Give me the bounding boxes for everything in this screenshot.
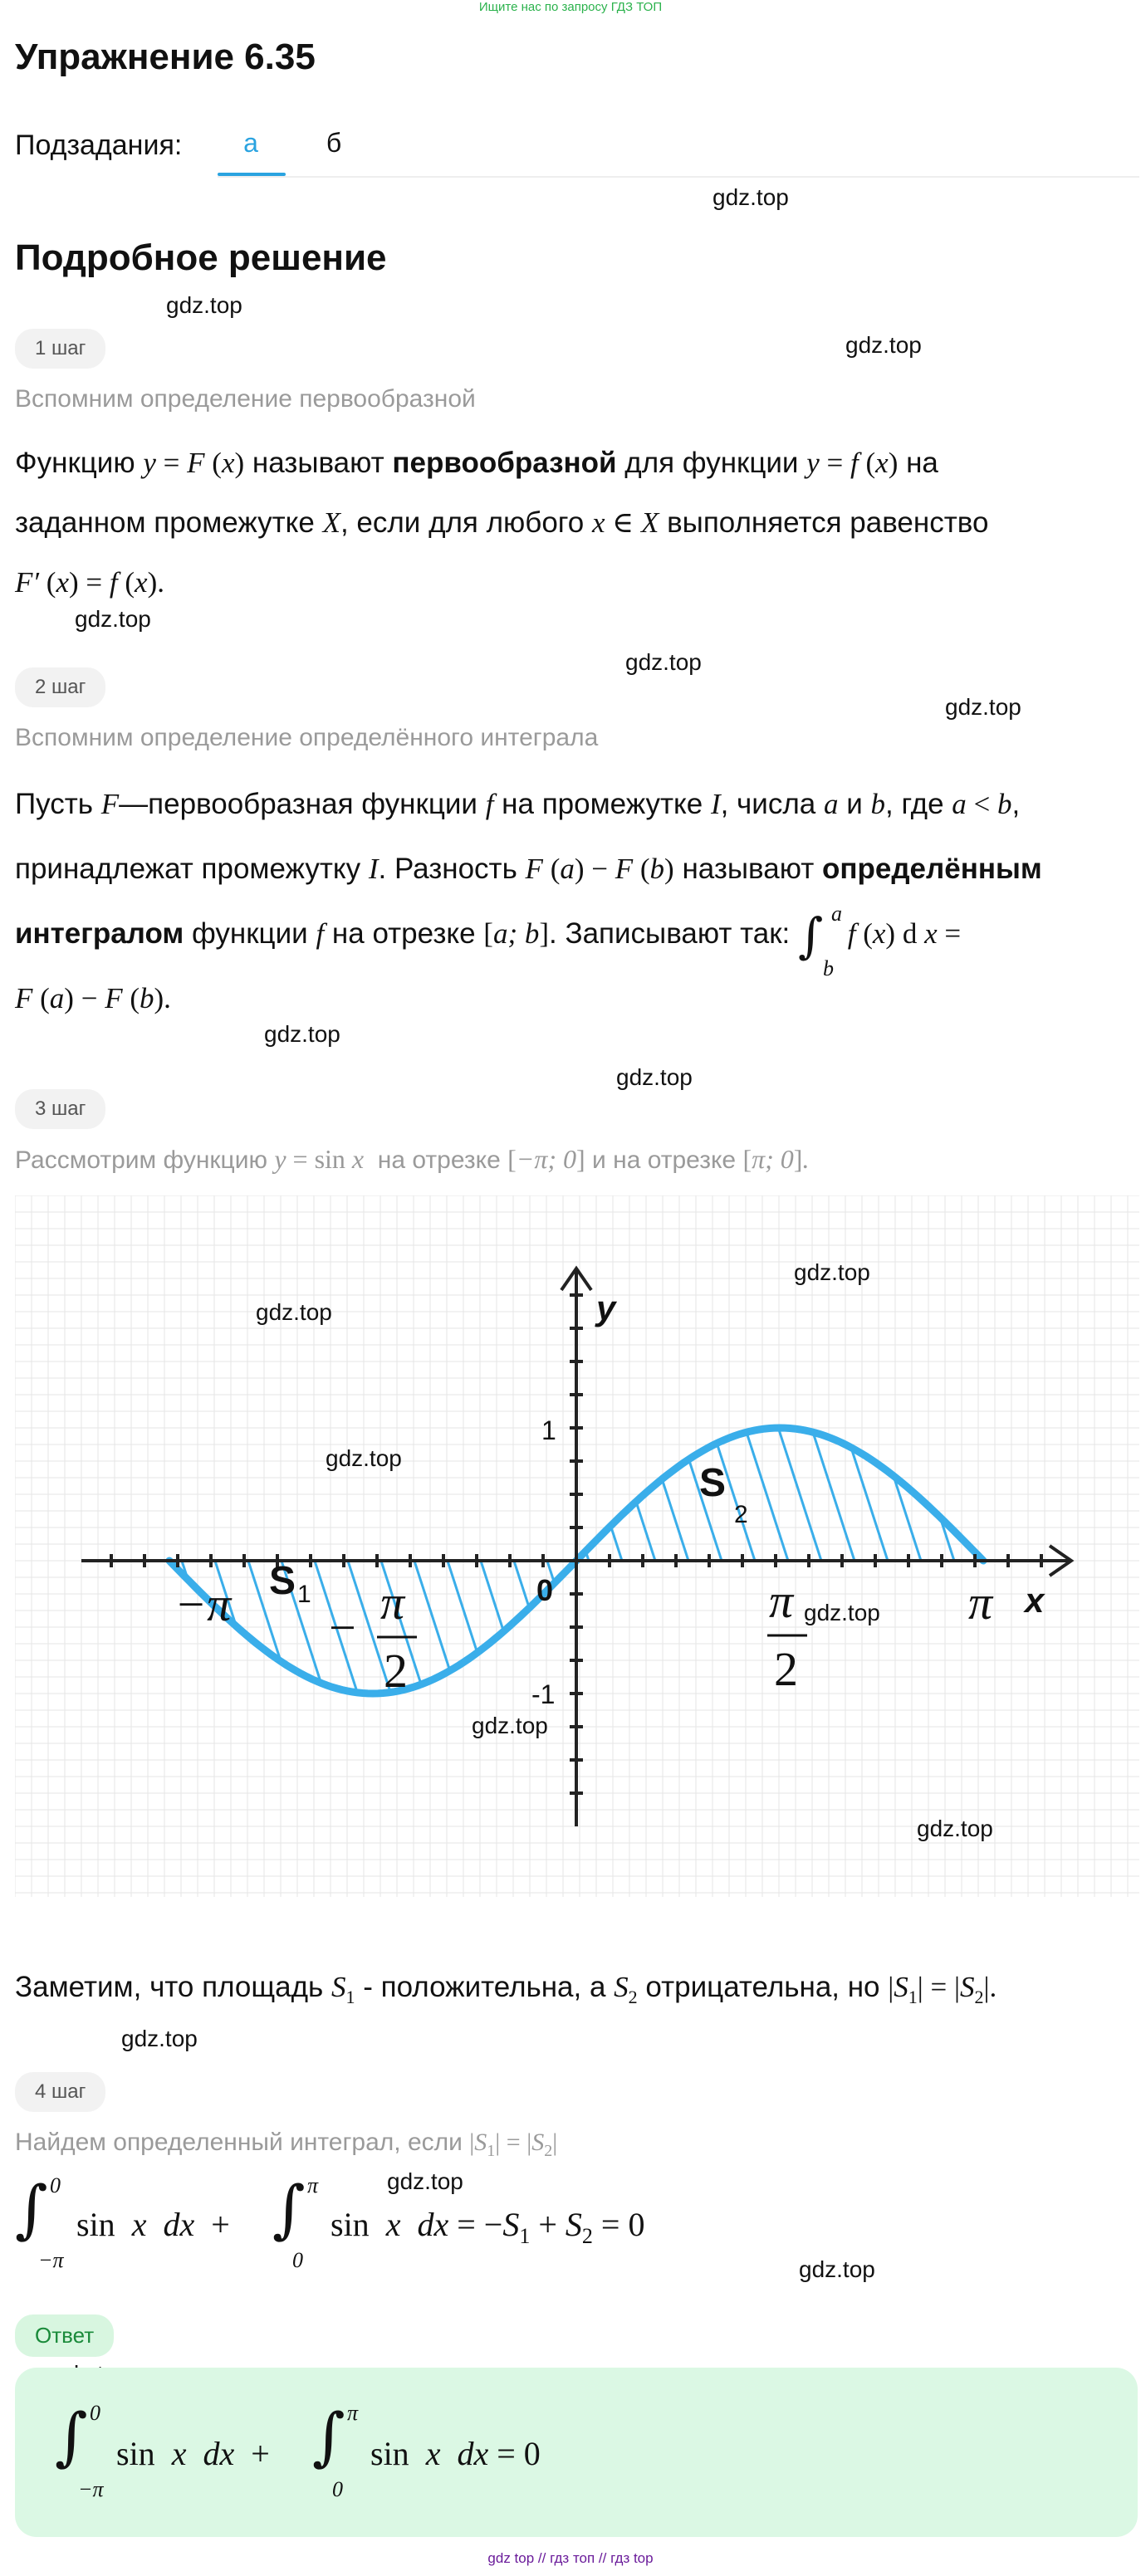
s1-label: S: [269, 1559, 296, 1603]
half-pi-den: 2: [774, 1642, 798, 1696]
y-axis-label: y: [596, 1288, 616, 1327]
step-3-badge: 3 шаг: [15, 1089, 105, 1129]
step-3-heading: Рассмотрим функцию y = sin x на отрезке [−π; 0] и на отрезке [π; 0].: [15, 1144, 810, 1174]
step-4-badge: 4 шаг: [15, 2072, 105, 2112]
neg-pi-label: −π: [174, 1577, 232, 1631]
pi-label: π: [968, 1576, 993, 1630]
watermark: gdz.top: [804, 1600, 880, 1625]
watermark: gdz.top: [75, 606, 151, 632]
watermark: gdz.top: [845, 332, 922, 358]
step-4-heading: Найдем определенный интеграл, если $|S_1| = |S_2|$: [15, 2129, 558, 2160]
watermark: gdz.top: [945, 694, 1021, 720]
watermark: gdz.top: [616, 1064, 693, 1090]
step-1-badge: 1 шаг: [15, 329, 105, 369]
neg-half-pi-minus: −: [329, 1601, 356, 1655]
watermark: gdz.top: [264, 1021, 340, 1047]
s2-label: S: [699, 1461, 727, 1505]
watermark: gdz.top: [713, 184, 789, 210]
watermark: gdz.top: [625, 649, 702, 675]
top-search-link[interactable]: Ищите нас по запросу ГДЗ ТОП: [478, 0, 663, 14]
answer-label: Ответ: [15, 2314, 114, 2357]
x-axis-label: x: [1025, 1581, 1045, 1620]
page-title: Упражнение 6.35: [15, 37, 316, 77]
neg-half-pi-num: π: [380, 1576, 405, 1630]
solution-title: Подробное решение: [15, 237, 387, 278]
tab-a[interactable]: а: [243, 128, 258, 158]
tabs-divider: [218, 176, 1139, 178]
step-2-text: Пусть F—первообразная функции f на промежутке I, числа a и b, где a < b, принадлежат промежутку I. Разность F (a) − F (b) называют определённым интегралом функции f на отрезке [a; b]. Записывают так: ∫ a b f (x) d x = F (a) − F (b).: [15, 788, 1042, 1014]
watermark: gdz.top: [794, 1259, 870, 1285]
area-note: Заметим, что площадь $S_1$ - положительна, а $S_2$ отрицательна, но $|S_1| = |S_2|$.: [15, 1971, 997, 2007]
s1-subscript: 1: [297, 1581, 311, 1608]
origin-label: 0: [536, 1573, 554, 1607]
watermark: gdz.top: [799, 2256, 875, 2282]
watermark: gdz.top: [387, 2168, 463, 2194]
y-tick-label-1: 1: [541, 1415, 556, 1445]
answer-integral: ∫ 0 −π sin x dx + ∫ π 0 sin x dx = 0: [55, 2399, 541, 2501]
y-tick-label-neg1: -1: [531, 1679, 556, 1709]
step-1-text: Функцию y = F (x) называют первообразной для функции y = f (x) на заданном промежутке X, если для любого x ∈ X выполняется равенство F′ (x) = f (x).: [15, 447, 989, 599]
neg-half-pi-den: 2: [384, 1644, 408, 1698]
step-2-badge: 2 шаг: [15, 667, 105, 707]
watermark: gdz.top: [256, 1299, 332, 1325]
step-1-heading: Вспомним определение первообразной: [15, 385, 476, 413]
watermark: gdz.top: [166, 292, 242, 318]
graph-canvas: [15, 1195, 1139, 1897]
step-4-integral: ∫ 0 −π sin x dx + ∫ π 0 sin x dx = $-S_1 + S_2 = 0$: [15, 2172, 645, 2272]
tab-b[interactable]: б: [326, 128, 342, 158]
watermark: gdz.top: [121, 2026, 198, 2051]
sine-graph: [15, 1195, 1139, 1901]
subtasks-label: Подзадания:: [15, 130, 183, 161]
half-pi-num: π: [769, 1574, 794, 1628]
step-2-heading: Вспомним определение определённого интеграла: [15, 724, 599, 751]
s2-subscript: 2: [734, 1501, 748, 1528]
watermark: gdz.top: [326, 1445, 402, 1471]
footer-links[interactable]: gdz top // гдз топ // гдз top: [487, 2550, 654, 2566]
watermark: gdz.top: [472, 1713, 548, 1738]
watermark: gdz.top: [917, 1816, 993, 1841]
active-tab-underline: [218, 173, 286, 176]
